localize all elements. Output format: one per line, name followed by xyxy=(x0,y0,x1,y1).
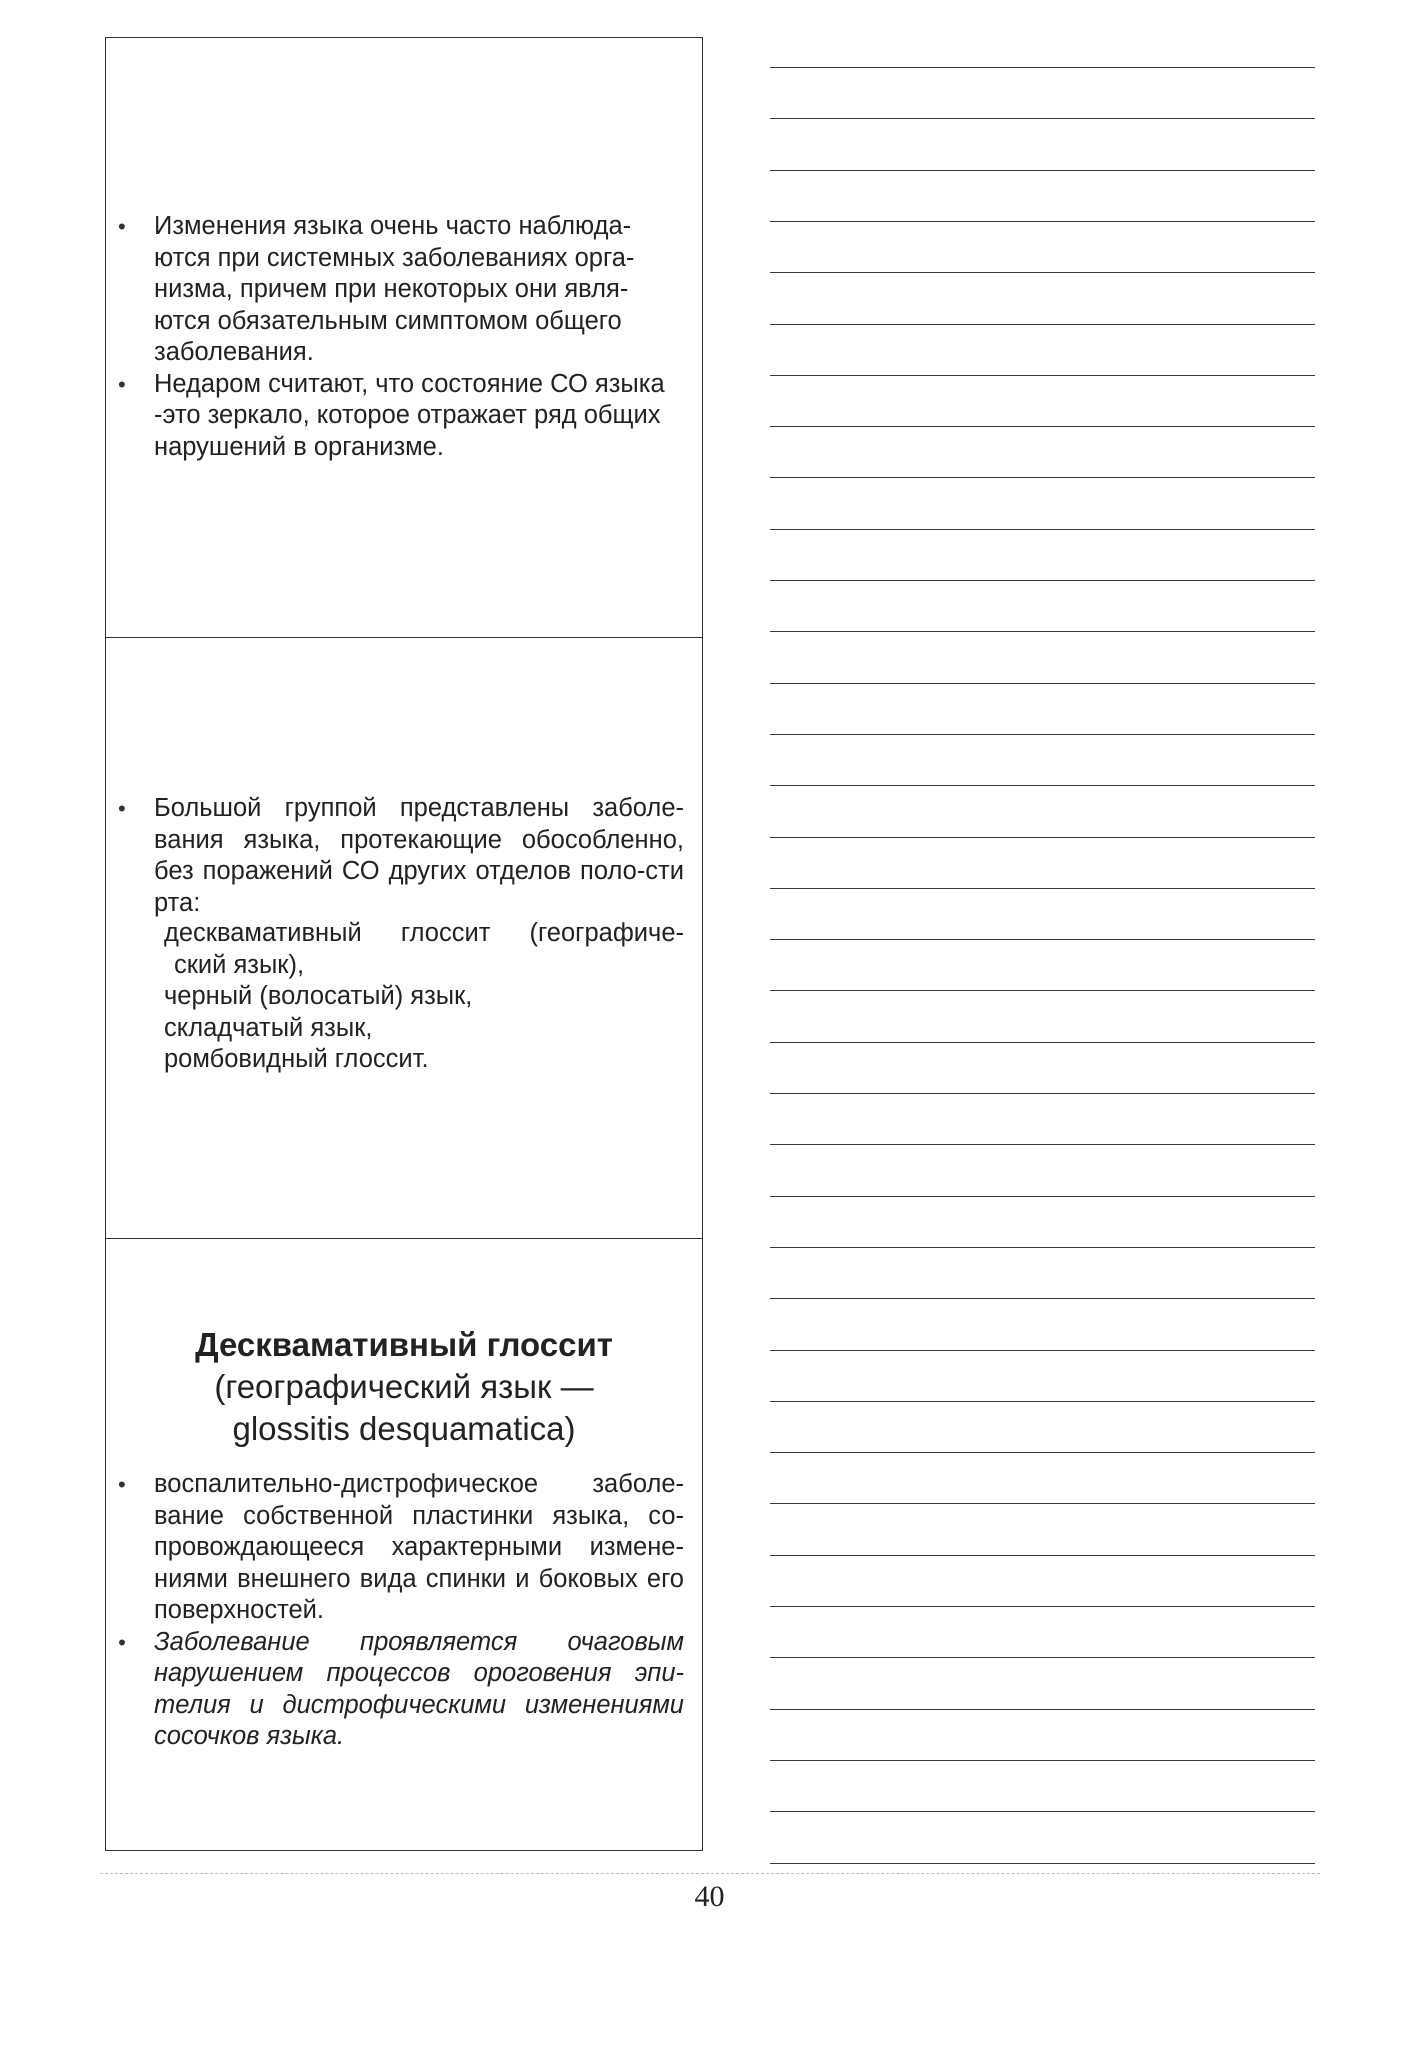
slide-subtitle-line-2: glossitis desquamatica) xyxy=(232,1410,576,1447)
note-line xyxy=(770,375,1315,376)
note-line xyxy=(770,1555,1315,1556)
slide-isolated-tongue-diseases xyxy=(105,638,703,1239)
note-line xyxy=(770,1709,1315,1710)
disease-item-continuation: ский язык), xyxy=(174,950,305,979)
note-line xyxy=(770,990,1315,991)
note-line xyxy=(770,734,1315,735)
note-line xyxy=(770,1350,1315,1351)
note-line xyxy=(770,1298,1315,1299)
note-line xyxy=(770,67,1315,68)
bullet-list xyxy=(106,793,702,919)
note-line xyxy=(770,837,1315,838)
note-line xyxy=(770,1247,1315,1248)
note-line xyxy=(770,118,1315,119)
note-line xyxy=(770,324,1315,325)
note-line xyxy=(770,1452,1315,1453)
note-line xyxy=(770,785,1315,786)
note-line xyxy=(770,170,1315,171)
note-line xyxy=(770,683,1315,684)
note-line xyxy=(770,272,1315,273)
bullet-item: • Изменения языка очень часто наблюда-ются при системных заболеваниях орга-низма, причем при некоторых они явля-ются обязательным симптомом общего заболевания. xyxy=(106,211,702,369)
slides-column xyxy=(105,37,703,1851)
note-line xyxy=(770,1606,1315,1607)
bullet-list xyxy=(106,211,702,463)
slide-heading xyxy=(106,1324,702,1450)
note-line xyxy=(770,631,1315,632)
bullet-item: • Недаром считают, что состояние СО языка -это зеркало, которое отражает ряд общих нарушений в организме. xyxy=(106,369,702,464)
note-line xyxy=(770,1657,1315,1658)
note-line xyxy=(770,1401,1315,1402)
bullet-item-italic: • Заболевание проявляется очаговым нарушением процессов ороговения эпи-телия и дистрофическими изменениями сосочков языка. xyxy=(106,1627,702,1753)
note-line xyxy=(770,1863,1315,1864)
disease-list xyxy=(106,918,702,1076)
slide-title: Десквамативный глоссит xyxy=(195,1326,613,1363)
disease-item: складчатый язык, xyxy=(164,1013,373,1042)
note-line xyxy=(770,221,1315,222)
footer-divider xyxy=(100,1873,1320,1874)
note-line xyxy=(770,477,1315,478)
note-line xyxy=(770,1811,1315,1812)
note-line xyxy=(770,1760,1315,1761)
bullet-list xyxy=(106,1469,702,1753)
slide-desquamative-glossitis xyxy=(105,1239,703,1851)
disease-item: черный (волосатый) язык, xyxy=(164,982,473,1010)
note-line xyxy=(770,1042,1315,1043)
note-line xyxy=(770,888,1315,889)
bullet-item: • воспалительно-дистрофическое заболе-вание собственной пластинки языка, со-провождающееся характерными измене-ниями внешнего вида спинки и боковых его поверхностей. xyxy=(106,1469,702,1627)
note-line xyxy=(770,1196,1315,1197)
note-line xyxy=(770,580,1315,581)
note-line xyxy=(770,1144,1315,1145)
disease-item: ромбовидный глоссит. xyxy=(164,1045,429,1073)
note-line xyxy=(770,426,1315,427)
slide-tongue-systemic-diseases xyxy=(105,37,703,638)
note-line xyxy=(770,939,1315,940)
bullet-item: • Большой группой представлены заболе-вания языка, протекающие обособленно, без поражений СО других отделов поло-сти рта: xyxy=(106,793,702,919)
notes-lines xyxy=(770,0,1315,1860)
note-line xyxy=(770,1093,1315,1094)
slide-subtitle-line-1: (географический язык — xyxy=(214,1368,594,1405)
note-line xyxy=(770,529,1315,530)
page-number: 40 xyxy=(694,1880,725,1913)
disease-item: десквамативный глоссит (географиче- xyxy=(164,919,684,947)
note-line xyxy=(770,1503,1315,1504)
